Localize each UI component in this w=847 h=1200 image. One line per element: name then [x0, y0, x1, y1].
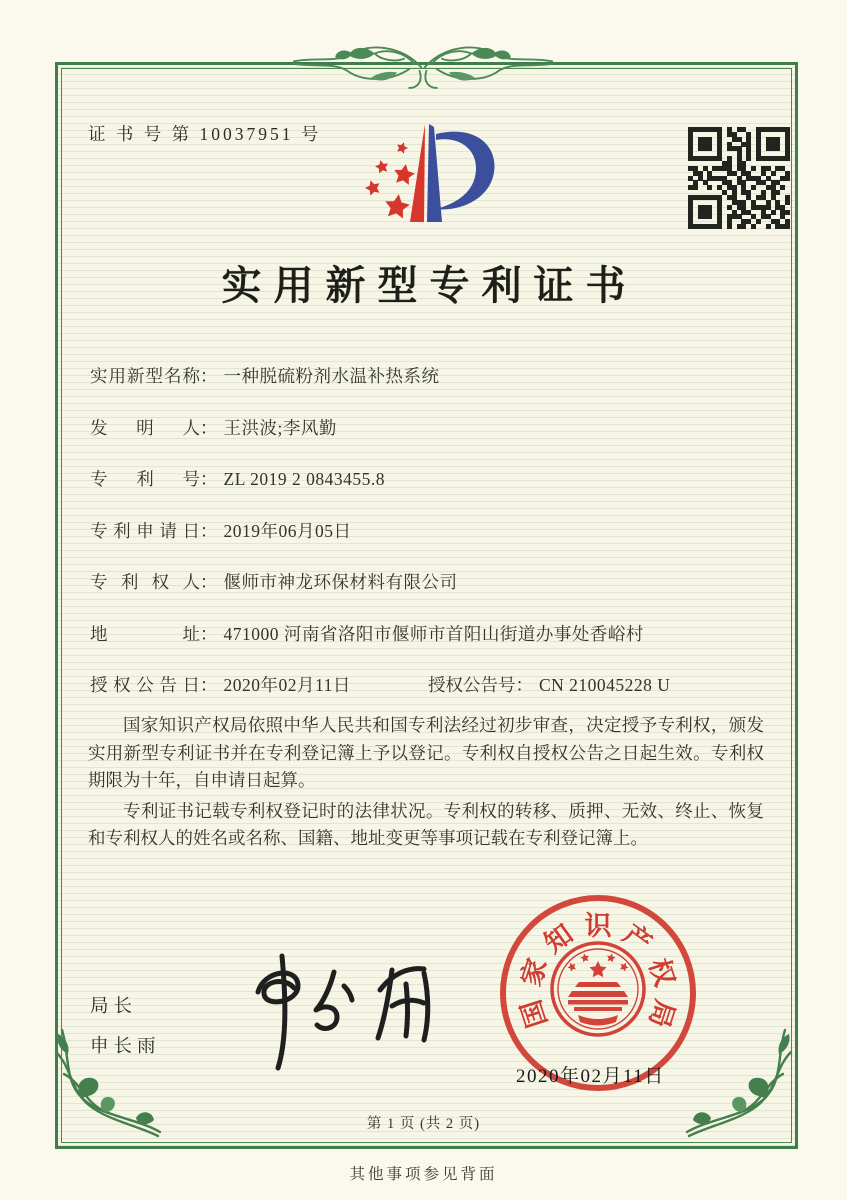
field-inventors: 发明人： 王洪波;李风勤: [90, 417, 337, 438]
field-application-date: 专利申请日： 2019年06月05日: [90, 520, 352, 541]
certificate-title: 实用新型专利证书: [221, 263, 638, 308]
page-number: 第 1 页 (共 2 页): [366, 1116, 481, 1132]
field-label: 专利申请日: [90, 520, 200, 541]
legal-text: [88, 712, 764, 856]
field-label: 地址: [90, 623, 200, 644]
certificate-fields: [90, 364, 760, 725]
field-label: 发明人: [90, 417, 200, 438]
field-value: 一种脱硫粉剂水温补热系统: [223, 366, 440, 386]
official-seal: 国 家 知 识 产 权 局: [500, 895, 696, 1091]
certificate-number: 证 书 号 第 10037951 号: [88, 124, 322, 144]
field-address: 地址： 471000 河南省洛阳市偃师市首阳山街道办事处香峪村: [90, 623, 644, 644]
commissioner-signature: [222, 944, 462, 1074]
field-value: ZL 2019 2 0843455.8: [223, 469, 385, 489]
commissioner-name: 申长雨: [90, 1037, 161, 1057]
field-value: 偃师市神龙环保材料有限公司: [223, 572, 458, 592]
commissioner-title: 局长: [90, 997, 138, 1017]
field-label: 专利号: [90, 469, 200, 489]
top-scroll-ornament-icon: [268, 30, 578, 96]
field-value: 王洪波;李风勤: [223, 417, 337, 438]
grant-date: 2020年02月11日: [516, 1066, 665, 1087]
cnipa-logo-icon: [338, 110, 528, 238]
field-utility-model-name: 实用新型名称： 一种脱硫粉剂水温补热系统: [90, 366, 440, 386]
back-side-note: 其他事项参见背面: [349, 1166, 498, 1183]
qr-code: [688, 127, 792, 231]
field-value: 471000 河南省洛阳市偃师市首阳山街道办事处香峪村: [223, 623, 644, 644]
field-value: 2019年06月05日: [223, 520, 352, 541]
legal-paragraph-2: 专利证书记载专利权登记时的法律状况。专利权的转移、质押、无效、终止、恢复和专利权人的姓名或名称、国籍、地址变更等事项记载在专利登记簿上。: [88, 800, 764, 848]
field-label: 实用新型名称: [90, 366, 200, 386]
legal-paragraph-1: 国家知识产权局依照中华人民共和国专利法经过初步审查，决定授予专利权，颁发实用新型专利证书并在专利登记簿上予以登记。专利权自授权公告之日起生效。专利权期限为十年，自申请日起算。: [88, 715, 764, 790]
field-patent-number: 专利号： ZL 2019 2 0843455.8: [90, 469, 385, 489]
field-value: 2020年02月11日: [223, 675, 351, 695]
field-patentee: 专利权人： 偃师市神龙环保材料有限公司: [90, 572, 458, 592]
field-grant-number: 授权公告号： CN 210045228 U: [428, 675, 671, 695]
field-grant-publication: 授权公告日： 2020年02月11日 授权公告号： CN 210045228 U: [90, 675, 671, 695]
national-emblem-icon: [548, 939, 648, 1039]
field-label: 授权公告日: [90, 675, 200, 695]
field-label: 专利权人: [90, 572, 200, 592]
